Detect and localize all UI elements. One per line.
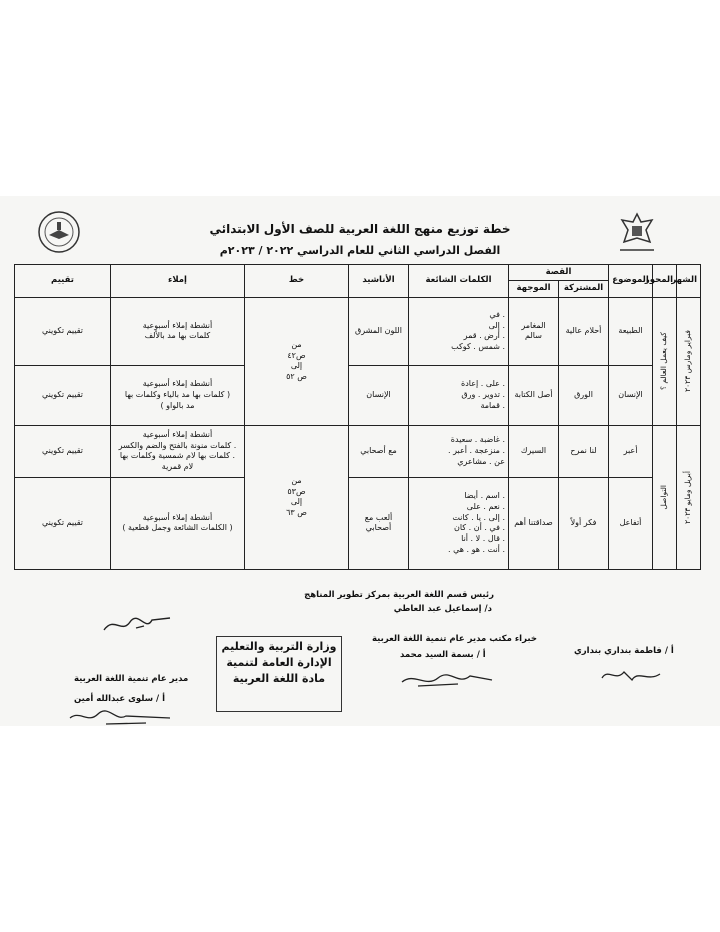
- guided-story-cell: السيرك: [509, 425, 559, 477]
- shared-story-cell: أحلام عالية: [559, 297, 609, 365]
- table-header-row: [15, 265, 701, 281]
- word-line: . إلى: [488, 320, 505, 330]
- header-words: الكلمات الشائعة: [409, 265, 509, 298]
- header-khat: خط: [245, 265, 349, 298]
- imlaa-cell: [111, 477, 245, 569]
- word-line: . قال . لا . أنا: [461, 534, 505, 544]
- evaluation-cell: تقييم تكويني: [15, 365, 111, 425]
- imlaa-line: ( كلمات بها مد بالياء وكلمات بها: [124, 390, 231, 400]
- khat-start-page: ص٥٣: [287, 486, 306, 496]
- header-story-shared: المشتركة: [559, 281, 609, 297]
- imlaa-line: أنشطة إملاء أسبوعية: [142, 320, 213, 330]
- khat-cell: [245, 297, 349, 425]
- topic-cell: الطبيعة: [609, 297, 653, 365]
- header-story-guided: الموجهة: [509, 281, 559, 297]
- common-words-cell: [409, 425, 509, 477]
- word-line: عن . مشاعري: [457, 456, 505, 466]
- khat-end-page: ص ٦٣: [286, 508, 307, 518]
- expert2-name: أ / فاطمة بنداري بنداري: [574, 646, 674, 656]
- khat-to: إلى: [290, 497, 303, 507]
- shared-story-cell: فكر أولاً: [559, 477, 609, 569]
- common-words-cell: [409, 477, 509, 569]
- songs-cell: اللون المشرق: [349, 297, 409, 365]
- imlaa-cell: [111, 365, 245, 425]
- word-line: . تدوير . ورق: [461, 390, 505, 400]
- word-line: . أرض . قمر: [463, 331, 505, 341]
- curriculum-center-logo-icon: [30, 208, 88, 256]
- stamp-line: الإدارة العامة لتنمية: [226, 655, 332, 669]
- guided-story-cell: صداقتنا أهم: [509, 477, 559, 569]
- imlaa-cell: [111, 297, 245, 365]
- imlaa-line: لام قمرية: [161, 462, 194, 472]
- word-line: . أنت . هو . هي .: [448, 545, 505, 555]
- topic-cell: الإنسان: [609, 365, 653, 425]
- month-cell: [677, 425, 701, 569]
- director-signature: [66, 706, 176, 728]
- word-line: . في . أن . كان: [453, 523, 505, 533]
- stamp-line: مادة اللغة العربية: [232, 671, 326, 685]
- evaluation-cell: تقييم تكويني: [15, 297, 111, 365]
- songs-cell: ألعب مع أصحابي: [349, 477, 409, 569]
- expert1-name: أ / بسمة السيد محمد: [400, 650, 486, 660]
- axis-label: كيف يعمل العالم ؟: [659, 332, 669, 391]
- imlaa-line: . كلمات منونة بالفتح والضم والكسر: [118, 440, 237, 450]
- imlaa-line: ( الكلمات الشائعة وجمل قطعية ): [122, 523, 233, 533]
- head-of-department-title: رئيس قسم اللغة العربية بمركز تطوير المناهج: [304, 590, 494, 600]
- axis-cell: [653, 425, 677, 569]
- imlaa-line: أنشطة إملاء أسبوعية: [142, 429, 213, 439]
- guided-story-cell: أصل الكتابة: [509, 365, 559, 425]
- table-row: [15, 477, 701, 569]
- month-label: فبراير ومارس ٢٠٢٣: [683, 330, 693, 393]
- experts-title: خبراء مكتب مدير عام تنمية اللغة العربية: [372, 634, 537, 644]
- curriculum-table: [14, 264, 701, 570]
- header-songs: الأناشيد: [349, 265, 409, 298]
- header-axis: المحور: [653, 265, 677, 298]
- month-cell: [677, 297, 701, 425]
- imlaa-line: أنشطة إملاء أسبوعية: [142, 512, 213, 522]
- axis-cell: [653, 297, 677, 425]
- khat-end-page: ص ٥٢: [286, 372, 307, 382]
- word-line: . على . إعادة: [461, 379, 505, 389]
- songs-cell: الإنسان: [349, 365, 409, 425]
- word-line: . غاضبة . سعيدة: [450, 435, 505, 445]
- khat-from: من: [291, 475, 302, 485]
- word-line: . اسم . أيضا: [464, 491, 505, 501]
- expert2-signature: [598, 662, 668, 688]
- shared-story-cell: لنا نمرح: [559, 425, 609, 477]
- topic-cell: أتفاعل: [609, 477, 653, 569]
- imlaa-line: كلمات بها مد بالألف: [144, 331, 211, 341]
- header-story: القصة: [509, 265, 609, 281]
- egypt-eagle-emblem-icon: [608, 208, 666, 256]
- month-label: أبريل ومايو ٢٠٢٣: [683, 471, 693, 524]
- table-row: [15, 365, 701, 425]
- common-words-cell: [409, 297, 509, 365]
- khat-start-page: ص٤٢: [287, 350, 306, 360]
- common-words-cell: [409, 365, 509, 425]
- evaluation-cell: تقييم تكويني: [15, 477, 111, 569]
- stamp-line: وزارة التربية والتعليم: [221, 640, 337, 653]
- table-row: [15, 425, 701, 477]
- evaluation-cell: تقييم تكويني: [15, 425, 111, 477]
- word-line: . منزعجة . أعبر .: [448, 446, 505, 456]
- header-topic: الموضوع: [609, 265, 653, 298]
- word-line: . نعم . على: [466, 501, 505, 511]
- imlaa-line: مد بالواو ): [160, 400, 195, 410]
- header-imlaa: إملاء: [111, 265, 245, 298]
- director-name: أ / سلوى عبدالله أمين: [74, 694, 166, 704]
- khat-from: من: [291, 339, 302, 349]
- shared-story-cell: الورق: [559, 365, 609, 425]
- khat-to: إلى: [290, 361, 303, 371]
- word-line: . قمامة: [480, 400, 505, 410]
- table-row: [15, 297, 701, 365]
- songs-cell: مع أصحابي: [349, 425, 409, 477]
- imlaa-cell: [111, 425, 245, 477]
- ministry-stamp: [216, 636, 342, 712]
- khat-cell: [245, 425, 349, 569]
- word-line: . في: [489, 309, 505, 319]
- director-title: مدير عام تنمية اللغة العربية: [74, 674, 189, 684]
- header-evaluation: تقييم: [15, 265, 111, 298]
- imlaa-line: أنشطة إملاء أسبوعية: [142, 379, 213, 389]
- header-month: الشهر: [677, 265, 701, 298]
- imlaa-line: . كلمات بها لام شمسية وكلمات بها: [119, 451, 236, 461]
- page-subtitle: الفصل الدراسي الثاني للعام الدراسي ٢٠٢٢ / ٢٠٢٣م: [219, 244, 501, 257]
- head-of-department-name: د/ إسماعيل عبد العاطي: [393, 604, 492, 614]
- axis-label: التواصل: [659, 485, 669, 510]
- head-signature: [100, 612, 180, 638]
- page-title: خطة توزيع منهج اللغة العربية للصف الأول الابتدائي: [209, 222, 511, 236]
- topic-cell: أعبر: [609, 425, 653, 477]
- guided-story-cell: المغامر سالم: [509, 297, 559, 365]
- word-line: . إلى . يا . كانت: [452, 512, 505, 522]
- expert1-signature: [398, 668, 498, 692]
- word-line: . شمس . كوكب: [451, 342, 505, 352]
